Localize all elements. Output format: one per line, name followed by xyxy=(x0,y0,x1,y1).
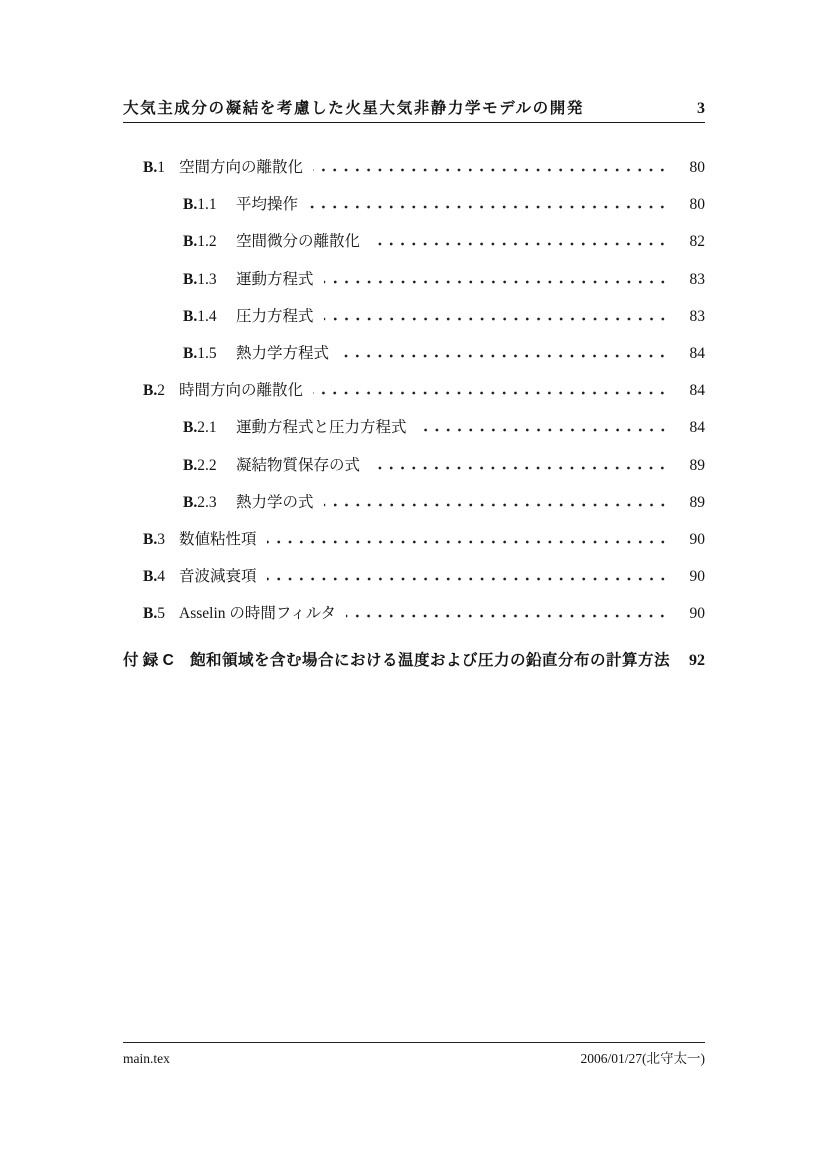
leader-dots xyxy=(324,305,668,321)
leader-dots xyxy=(313,379,668,395)
toc-entry-number: B.2 xyxy=(143,382,165,400)
toc-entry-page: 83 xyxy=(689,307,705,325)
toc-entry-number: B.5 xyxy=(143,605,165,623)
toc-entry-number: B.3 xyxy=(143,530,165,548)
leader-dots xyxy=(324,491,668,507)
toc-entry xyxy=(123,379,705,401)
toc-entry-number: B.2.3 xyxy=(183,493,217,511)
leader-dots xyxy=(313,156,668,172)
toc-appendix-entry xyxy=(123,649,705,673)
running-head xyxy=(123,96,705,123)
leader-dots xyxy=(339,342,668,358)
toc-entry-page: 84 xyxy=(689,382,705,400)
toc-appendix-number: 付 録 C xyxy=(123,652,174,669)
toc-entry-page: 90 xyxy=(689,568,705,586)
toc-entry-page: 82 xyxy=(689,233,705,251)
leader-dots xyxy=(370,230,668,246)
leader-dots xyxy=(267,528,668,544)
toc-entry-title: 空間微分の離散化 xyxy=(236,233,361,251)
toc-entry-page: 90 xyxy=(689,530,705,548)
toc-entry-number: B.1.4 xyxy=(183,307,217,325)
toc-entry-title: 熱力学方程式 xyxy=(236,344,330,362)
running-head-page-number: 3 xyxy=(697,100,705,117)
toc-entry xyxy=(123,230,705,252)
toc-entry xyxy=(123,193,705,215)
toc-entry-number: B.4 xyxy=(143,568,165,586)
leader-dots xyxy=(324,268,668,284)
footer-date: 2006/01/27(北守太一) xyxy=(580,1051,705,1066)
toc-list xyxy=(123,156,705,639)
toc-entry-number: B.2.1 xyxy=(183,419,217,437)
running-head-title: 大気主成分の凝結を考慮した火星大気非静力学モデルの開発 xyxy=(123,100,584,117)
toc-entry-number: B.1.2 xyxy=(183,233,217,251)
toc-entry xyxy=(123,491,705,513)
toc-entry xyxy=(123,528,705,550)
toc-entry-page: 84 xyxy=(689,344,705,362)
toc-entry-number: B.1.5 xyxy=(183,344,217,362)
leader-dots xyxy=(346,602,668,618)
toc-entry-title: 時間方向の離散化 xyxy=(179,382,304,400)
toc-entry-page: 89 xyxy=(689,493,705,511)
toc-entry-title: 空間方向の離散化 xyxy=(179,159,304,176)
toc-entry-page: 90 xyxy=(689,605,705,623)
leader-dots xyxy=(267,565,668,581)
toc-entry xyxy=(123,156,705,178)
toc-entry-number: B.2.2 xyxy=(183,456,217,474)
toc-entry-page: 83 xyxy=(689,270,705,288)
toc-entry xyxy=(123,565,705,587)
toc-entry-page: 80 xyxy=(689,196,705,214)
toc-entry-page: 84 xyxy=(689,419,705,437)
toc-entry-title: 圧力方程式 xyxy=(236,307,314,325)
toc-entry-number: B.1.1 xyxy=(183,196,217,214)
toc-entry-page: 89 xyxy=(689,456,705,474)
toc-entry xyxy=(123,454,705,476)
toc-entry-page: 80 xyxy=(689,159,705,176)
toc-entry-title: 運動方程式 xyxy=(236,270,314,288)
page-footer xyxy=(123,1042,705,1067)
leader-dots xyxy=(417,416,668,432)
toc-entry-title: 凝結物質保存の式 xyxy=(236,456,361,474)
toc-entry-title: 平均操作 xyxy=(236,196,299,214)
toc-entry xyxy=(123,342,705,364)
toc-entry xyxy=(123,305,705,327)
toc-entry-title: 熱力学の式 xyxy=(236,493,314,511)
leader-dots xyxy=(308,193,668,209)
toc-entry xyxy=(123,602,705,624)
toc-entry-title: 運動方程式と圧力方程式 xyxy=(236,419,407,437)
toc-entry-number: B.1 xyxy=(143,159,165,176)
toc-entry-title: 音波減衰項 xyxy=(179,568,257,586)
toc-entry xyxy=(123,416,705,438)
toc-appendix-page: 92 xyxy=(689,652,705,669)
toc-entry-title: 数値粘性項 xyxy=(179,530,257,548)
footer-filename: main.tex xyxy=(123,1051,170,1066)
toc-entry-title: Asselin の時間フィルタ xyxy=(179,605,337,623)
toc-appendix-title: 飽和領域を含む場合における温度および圧力の鉛直分布の計算方法 xyxy=(190,652,671,669)
leader-dots xyxy=(370,454,668,470)
toc-entry xyxy=(123,268,705,290)
toc-entry-number: B.1.3 xyxy=(183,270,217,288)
